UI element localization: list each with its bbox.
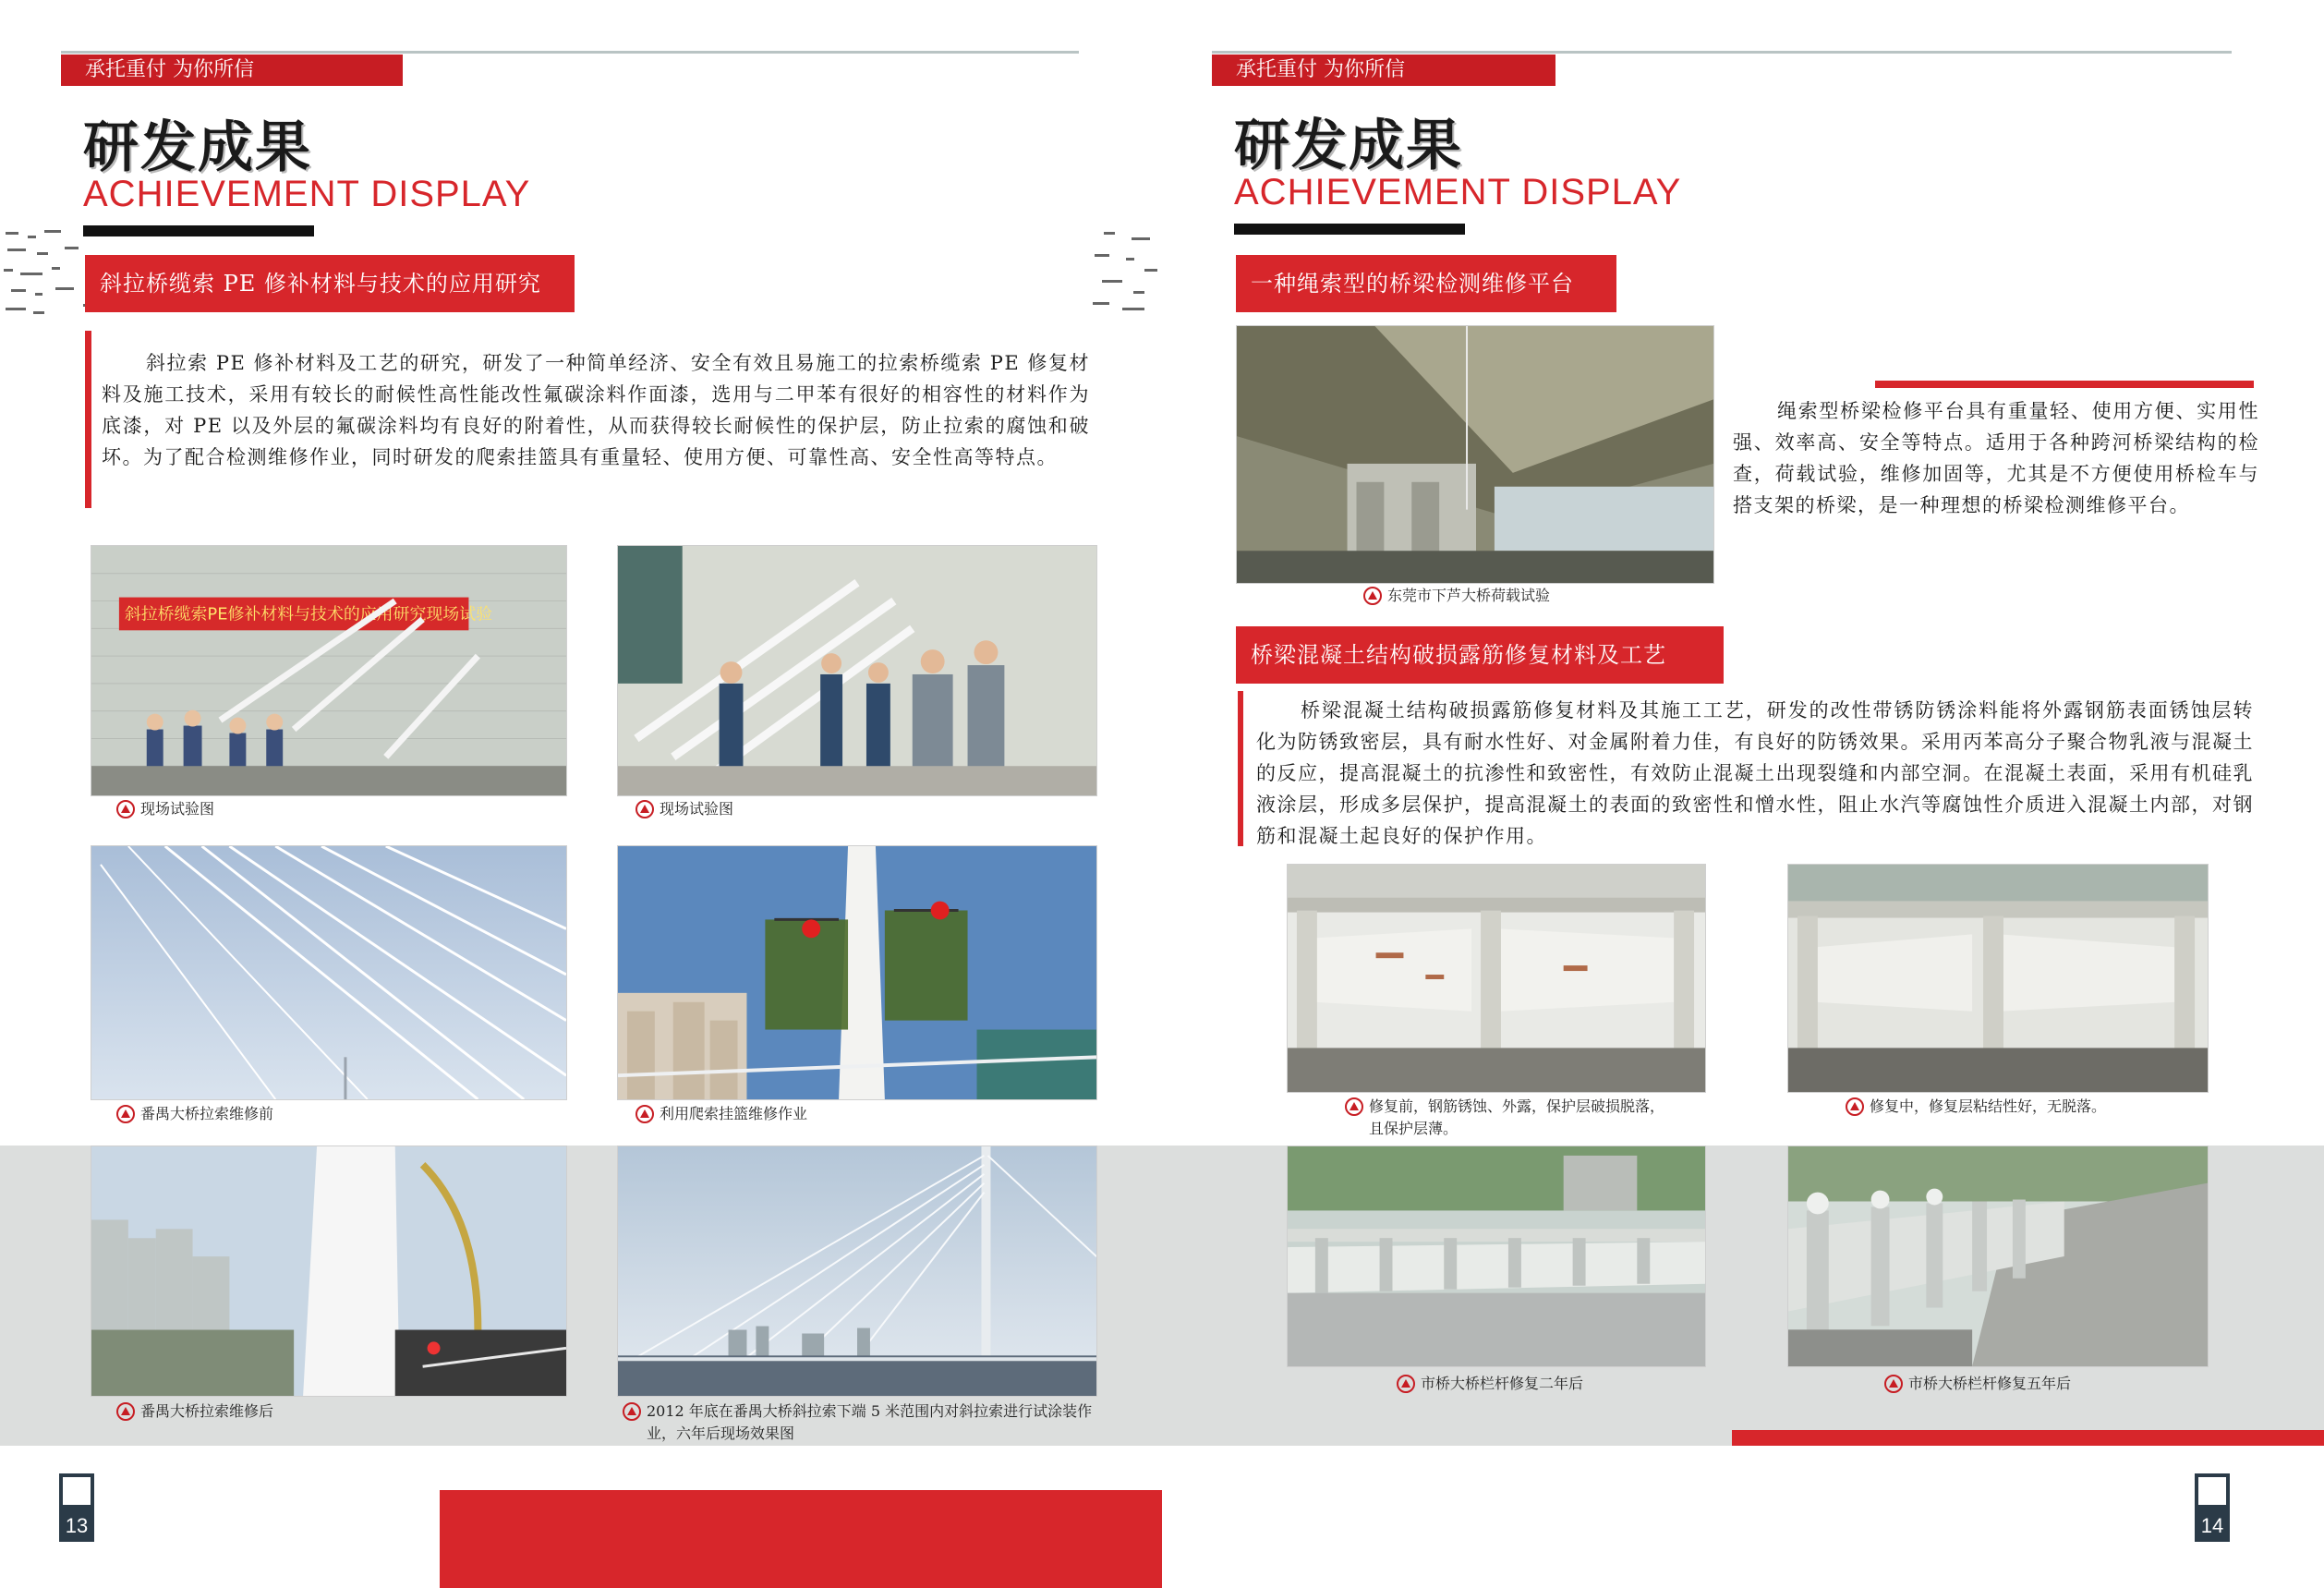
caption-text: 市桥大桥栏杆修复二年后 bbox=[1421, 1375, 1584, 1392]
caption-marker-icon bbox=[116, 1402, 135, 1421]
photo-bridge-before bbox=[91, 845, 567, 1100]
left-page-number-box bbox=[59, 1473, 94, 1542]
left-bottom-red-block bbox=[440, 1490, 1162, 1588]
right-bottom-red-rule bbox=[1732, 1430, 2324, 1446]
caption-text: 修复前，钢筋锈蚀、外露，保护层破损脱落，且保护层薄。 bbox=[1369, 1097, 1665, 1137]
page-number-window bbox=[63, 1477, 91, 1505]
photo-railing-two-years-caption bbox=[1397, 1373, 1701, 1395]
left-page-number: 13 bbox=[65, 1514, 89, 1537]
right-section2-title: 桥梁混凝土结构破损露筋修复材料及工艺 bbox=[1236, 626, 1724, 684]
left-title-cn: 研发成果 bbox=[83, 115, 312, 180]
left-section-title: 斜拉桥缆索 PE 修补材料与技术的应用研究 bbox=[85, 255, 575, 312]
photo-site-test-2-caption bbox=[635, 798, 1079, 820]
photo-climbing-basket-caption bbox=[635, 1103, 1079, 1125]
caption-text: 现场试验图 bbox=[140, 800, 215, 818]
right-title-underbar bbox=[1234, 224, 1465, 235]
caption-text: 现场试验图 bbox=[660, 800, 734, 818]
photo-bridge-after bbox=[91, 1146, 567, 1397]
caption-marker-icon bbox=[1846, 1097, 1864, 1116]
caption-text: 番禺大桥拉索维修后 bbox=[140, 1402, 274, 1420]
caption-marker-icon bbox=[1397, 1375, 1415, 1393]
right-title-cn: 研发成果 bbox=[1234, 114, 1463, 178]
caption-text: 番禺大桥拉索维修前 bbox=[140, 1105, 274, 1122]
photo-bridge-before-caption bbox=[116, 1103, 560, 1125]
photo-site-test-1 bbox=[91, 545, 567, 796]
caption-marker-icon bbox=[635, 1105, 654, 1123]
photo-repair-before-caption bbox=[1345, 1096, 1668, 1140]
photo-railing-five-years bbox=[1787, 1146, 2209, 1367]
caption-marker-icon bbox=[623, 1402, 641, 1421]
caption-marker-icon bbox=[116, 1105, 135, 1123]
left-slogan: 承托重付 为你所信 bbox=[85, 58, 254, 81]
left-slogan-bar bbox=[61, 55, 403, 86]
caption-text: 修复中，修复层粘结性好，无脱落。 bbox=[1870, 1097, 2107, 1115]
left-scan-noise-right bbox=[1085, 226, 1168, 319]
photo-six-years-later bbox=[617, 1146, 1097, 1397]
photo-bridge-after-caption bbox=[116, 1400, 560, 1423]
photo-railing-five-years-caption bbox=[1884, 1373, 2189, 1395]
right-slogan: 承托重付 为你所信 bbox=[1236, 58, 1405, 81]
left-paragraph-rule bbox=[85, 331, 91, 508]
photo-load-test bbox=[1236, 325, 1714, 584]
caption-marker-icon bbox=[1363, 587, 1382, 605]
left-title-en: ACHIEVEMENT DISPLAY bbox=[83, 174, 531, 214]
caption-marker-icon bbox=[1884, 1375, 1903, 1393]
left-top-line bbox=[61, 51, 1079, 54]
photo-banner-text: 斜拉桥缆索PE修补材料与技术的应用研究现场试验 bbox=[124, 604, 493, 624]
right-page-number-box bbox=[2195, 1473, 2230, 1542]
right-paragraph-rule bbox=[1238, 691, 1243, 846]
caption-text: 利用爬索挂篮维修作业 bbox=[660, 1105, 808, 1122]
right-top-line bbox=[1212, 51, 2232, 54]
caption-text: 市桥大桥栏杆修复五年后 bbox=[1908, 1375, 2072, 1392]
right-slogan-bar bbox=[1212, 55, 1555, 86]
photo-repair-before bbox=[1287, 864, 1706, 1093]
caption-marker-icon bbox=[1345, 1097, 1363, 1116]
left-paragraph: 斜拉索 PE 修补材料及工艺的研究，研发了一种简单经济、安全有效且易施工的拉索桥缆索 PE 修复材料及施工技术，采用有较长的耐候性高性能改性氟碳涂料作面漆，选用与二甲苯有很好的相容性的材料作为底漆，对 PE 以及外层的氟碳涂料均有良好的附着性，从而获得较长耐候性的保护层，防止拉索的腐蚀和破坏。为了配合检测维修作业，同时研发的爬索挂篮具有重量轻、使用方便、可靠性高、安全性高等特点。 bbox=[102, 352, 1090, 468]
photo-six-years-later-caption bbox=[623, 1400, 1094, 1445]
right-section1-paragraph: 绳索型桥梁检修平台具有重量轻、使用方便、实用性强、效率高、安全等特点。适用于各种跨河桥梁结构的检查，荷载试验，维修加固等，尤其是不方便使用桥检车与搭支架的桥梁，是一种理想的桥梁检测维修平台。 bbox=[1733, 400, 2259, 516]
caption-text: 2012 年底在番禺大桥斜拉索下端 5 米范围内对斜拉索进行试涂装作业，六年后现场效果图 bbox=[647, 1402, 1093, 1442]
photo-climbing-basket bbox=[617, 845, 1097, 1100]
photo-repair-during bbox=[1787, 864, 2209, 1093]
right-page-number: 14 bbox=[2200, 1514, 2224, 1537]
caption-marker-icon bbox=[635, 800, 654, 818]
photo-site-test-2 bbox=[617, 545, 1097, 796]
page-number-window bbox=[2198, 1477, 2226, 1505]
right-title-en: ACHIEVEMENT DISPLAY bbox=[1234, 172, 1682, 212]
caption-text: 东莞市下芦大桥荷载试验 bbox=[1387, 587, 1551, 604]
right-section1-rule bbox=[1875, 381, 2254, 388]
caption-marker-icon bbox=[116, 800, 135, 818]
photo-railing-two-years bbox=[1287, 1146, 1706, 1367]
photo-load-test-caption bbox=[1363, 585, 1733, 607]
photo-repair-during-caption bbox=[1846, 1096, 2215, 1118]
right-section1-title: 一种绳索型的桥梁检测维修平台 bbox=[1236, 255, 1616, 312]
photo-site-test-1-caption bbox=[116, 798, 560, 820]
right-section2-paragraph: 桥梁混凝土结构破损露筋修复材料及其施工工艺，研发的改性带锈防锈涂料能将外露钢筋表面锈蚀层转化为防锈致密层，具有耐水性好、对金属附着力佳，有良好的防锈效果。采用丙苯高分子聚合物乳液与混凝土的反应，提高混凝土的抗渗性和致密性，有效防止混凝土出现裂缝和内部空洞。在混凝土表面，采用有机硅乳液涂层，形成多层保护，提高混凝土的表面的致密性和憎水性，阻止水汽等腐蚀性介质进入混凝土内部，对钢筋和混凝土起良好的保护作用。 bbox=[1256, 699, 2254, 847]
